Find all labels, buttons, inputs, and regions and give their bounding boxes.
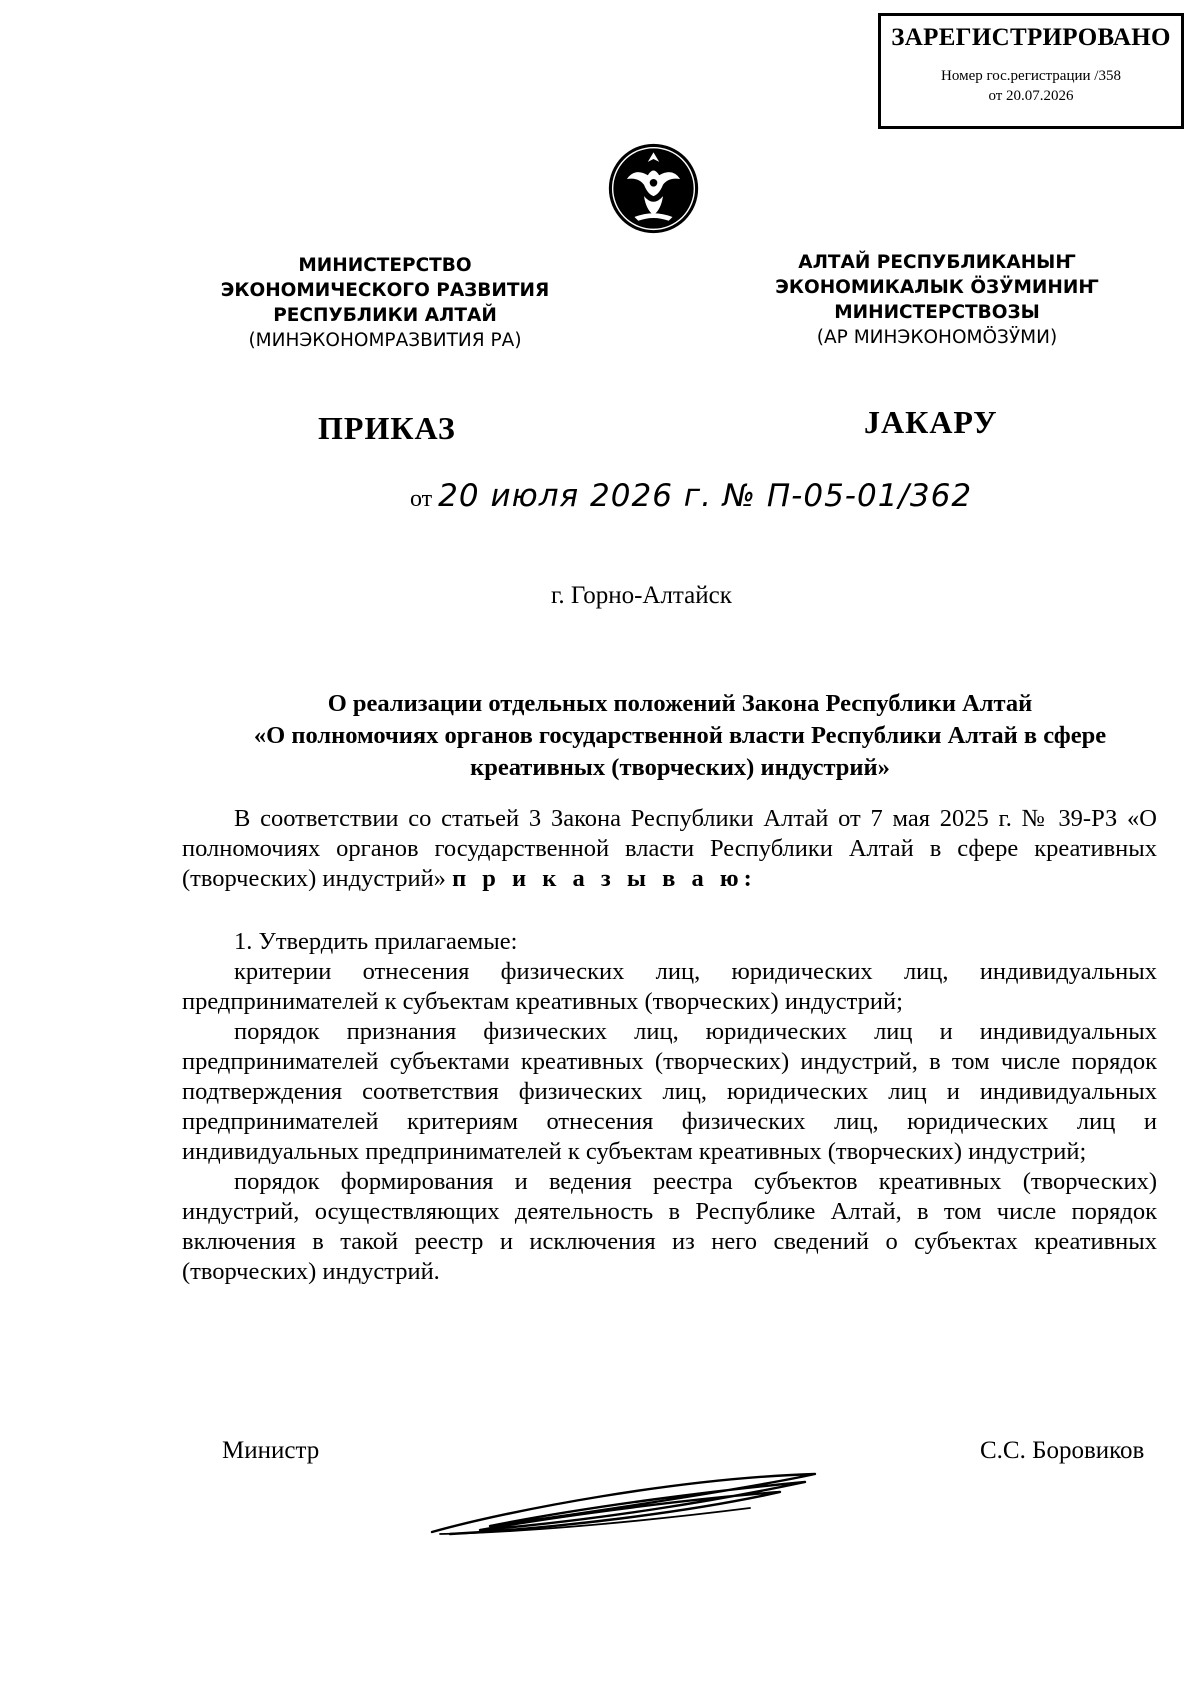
header-alt-line4: (АР МИНЭКОНОМÖЗӰМИ) [816, 327, 1058, 348]
ministry-header-ru [200, 253, 570, 353]
signatory-name: С.С. Боровиков [980, 1437, 1145, 1464]
order-items [182, 927, 1157, 1287]
item-recognition: порядок признания физических лиц, юридических лиц и индивидуальных предпринимателей субъектами креативных (творческих) индустрий, в том числе порядок подтверждения соответствия физических лиц, юридических лиц и индивидуальных предпринимателей критериям отнесения физических лиц, юридических лиц и индивидуальных предпринимателей к субъектам креативных (творческих) индустрий; [182, 1018, 1157, 1165]
signatory-position: Министр [222, 1437, 320, 1464]
item-point1: 1. Утвердить прилагаемые: [234, 928, 518, 955]
header-alt-line3: МИНИСТЕРСТВОЗЫ [834, 302, 1040, 323]
order-date-handwritten: 20 июля 2026 г. № П-05-01/362 [438, 478, 973, 514]
header-alt-line2: ЭКОНОМИКАЛЫК ÖЗӰМИНИҤ [775, 277, 1099, 298]
order-city: г. Горно-Алтайск [551, 582, 732, 609]
header-alt-line1: АЛТАЙ РЕСПУБЛИКАНЫҤ [798, 252, 1076, 273]
subject-line1: О реализации отдельных положений Закона Республики Алтай [327, 690, 1033, 717]
item-registry: порядок формирования и ведения реестра субъектов креативных (творческих) индустрий, осуществляющих деятельность в Республике Алтай, в том числе порядок включения в такой реестр и исключения из него сведений о субъектах креативных (творческих) индустрий. [182, 1168, 1157, 1285]
subject-line3: креативных (творческих) индустрий» [470, 754, 890, 781]
header-ru-line2: ЭКОНОМИЧЕСКОГО РАЗВИТИЯ [220, 280, 550, 301]
order-title-ru: ПРИКАЗ [318, 410, 456, 446]
registration-number: Номер гос.регистрации /358 [941, 68, 1121, 84]
handwritten-signature [420, 1470, 830, 1540]
subject-line2: «О полномочиях органов государственной власти Республики Алтай в сфере [253, 722, 1107, 749]
header-ru-line4: (МИНЭКОНОМРАЗВИТИЯ РА) [248, 330, 522, 351]
registration-date: от 20.07.2026 [988, 88, 1074, 104]
header-ru-line3: РЕСПУБЛИКИ АЛТАЙ [273, 305, 497, 326]
republic-altai-emblem-icon [606, 141, 701, 236]
date-prefix: от [410, 486, 433, 512]
registration-title: ЗАРЕГИСТРИРОВАНО [891, 24, 1171, 51]
order-subject [190, 688, 1170, 784]
header-ru-line1: МИНИСТЕРСТВО [298, 255, 472, 276]
registration-stamp [878, 13, 1184, 129]
order-date-row [410, 478, 972, 514]
intro-paragraph [182, 804, 1157, 894]
intro-text: В соответствии со статьей 3 Закона Республики Алтай от 7 мая 2025 г. № 39-РЗ «О полномочиях органов государственной власти Республики Алтай в сфере креативных (творческих) индустрий» [182, 805, 1157, 892]
item-criteria: критерии отнесения физических лиц, юридических лиц, индивидуальных предпринимателей к субъектам креативных (творческих) индустрий; [182, 958, 1157, 1015]
order-title-alt: ЈАКАРУ [864, 404, 998, 440]
ministry-header-alt [752, 250, 1122, 350]
intro-emphasis: п р и к а з ы в а ю: [452, 865, 757, 892]
